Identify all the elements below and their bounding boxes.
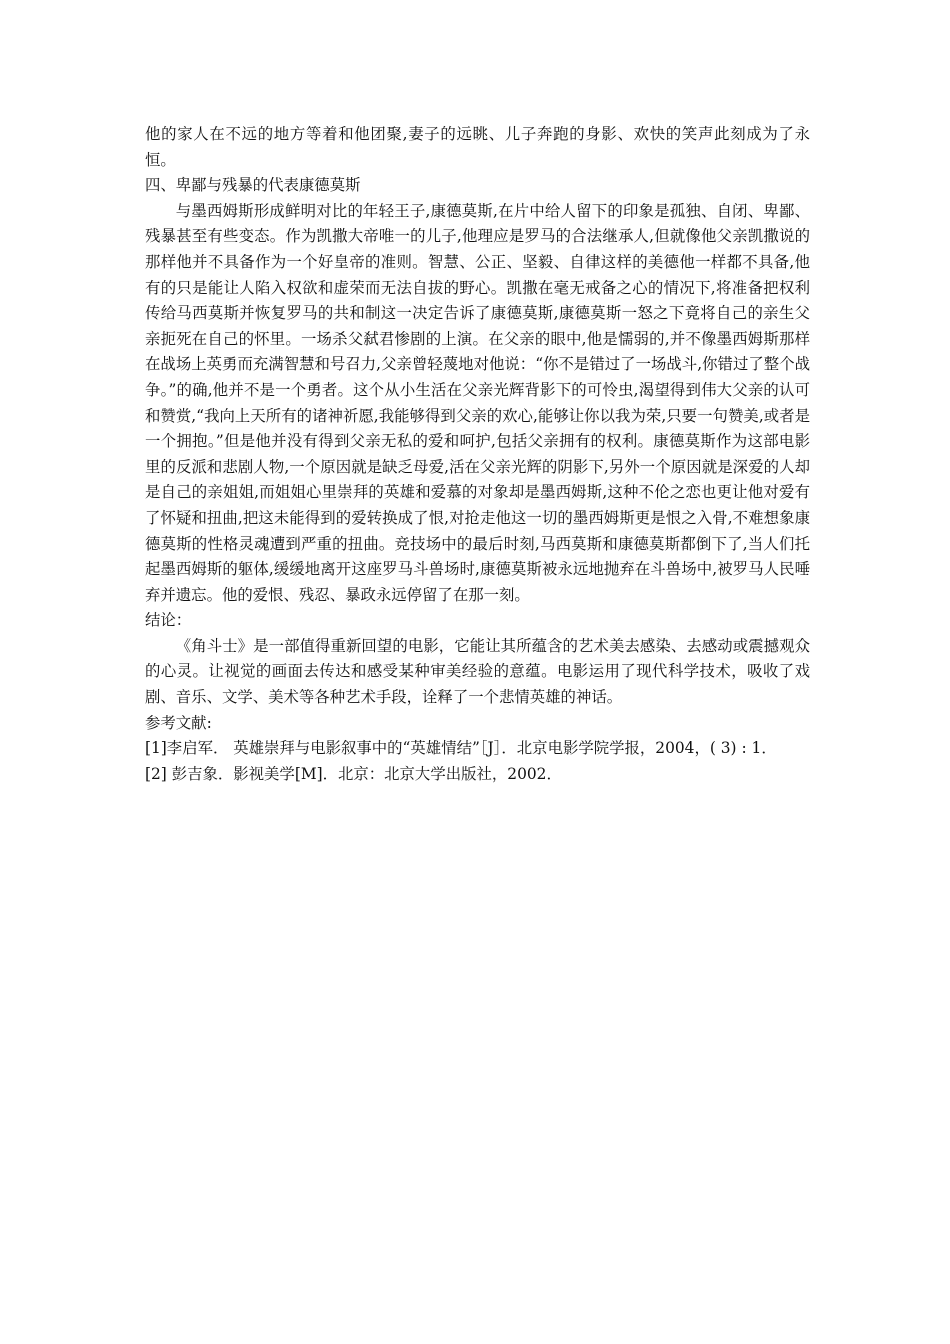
reference-item: [2] 彭吉象．影视美学[M]．北京：北京大学出版社，2002．: [145, 764, 562, 783]
conclusion-paragraph: 《角斗士》是一部值得重新回望的电影，它能让其所蕴含的艺术美去感染、去感动或震撼观众的心灵。让视觉的画面去传达和感受某种审美经验的意蕴。电影运用了现代科学技术，吸收了戏剧、音乐、文学、美术等各种艺术手段，诠释了一个悲情英雄的神话。: [145, 636, 810, 707]
continuation-paragraph: 他的家人在不远的地方等着和他团聚,妻子的远眺、儿子奔跑的身影、欢快的笑声此刻成为了永恒。: [145, 125, 810, 169]
body-paragraph: 与墨西姆斯形成鲜明对比的年轻王子,康德莫斯,在片中给人留下的印象是孤独、自闭、卑鄙、残暴甚至有些变态。作为凯撒大帝唯一的儿子,他理应是罗马的合法继承人,但就像他父亲凯撒说的那样他并不具备作为一个好皇帝的准则。智慧、公正、坚毅、自律这样的美德他一样都不具备,他有的只是能让人陷入权欲和虚荣而无法自拔的野心。凯撒在毫无戒备之心的情况下,将准备把权利传给马西莫斯并恢复罗马的共和制这一决定告诉了康德莫斯,康德莫斯一怒之下竟将自己的亲生父亲扼死在自己的怀里。一场杀父弑君惨剧的上演。在父亲的眼中,他是懦弱的,并不像墨西姆斯那样在战场上英勇而充满智慧和号召力,父亲曾轻蔑地对他说：“你不是错过了一场战斗,你错过了整个战争。”的确,他并不是一个勇者。这个从小生活在父亲光辉背影下的可怜虫,渴望得到伟大父亲的认可和赞赏,“我向上天所有的诸神祈愿,我能够得到父亲的欢心,能够让你以我为荣,只要一句赞美,或者是一个拥抱。”但是他并没有得到父亲无私的爱和呵护,包括父亲拥有的权利。康德莫斯作为这部电影里的反派和悲剧人物,一个原因就是缺乏母爱,活在父亲光辉的阴影下,另外一个原因就是深爱的人却是自己的亲姐姐,而姐姐心里崇拜的英雄和爱慕的对象却是墨西姆斯,这种不伦之恋也更让他对爱有了怀疑和扭曲,把这未能得到的爱转换成了恨,对抢走他这一切的墨西姆斯更是恨之入骨,不难想象康德莫斯的性格灵魂遭到严重的扭曲。竞技场中的最后时刻,马西莫斯和康德莫斯都倒下了,当人们托起墨西姆斯的躯体,缓缓地离开这座罗马斗兽场时,康德莫斯被永远地抛弃在斗兽场中,被罗马人民唾弃并遗忘。他的爱恨、残忍、暴政永远停留了在那一刻。: [145, 201, 810, 604]
conclusion-heading: 结论：: [145, 611, 192, 630]
reference-item: [1]李启军． 英雄崇拜与电影叙事中的“英雄情结”［J］．北京电影学院学报，2004，( 3) : 1．: [145, 739, 777, 758]
document-page: [145, 122, 810, 787]
references-heading: 参考文献:: [145, 713, 212, 732]
section-heading: 四、卑鄙与残暴的代表康德莫斯: [145, 176, 361, 195]
